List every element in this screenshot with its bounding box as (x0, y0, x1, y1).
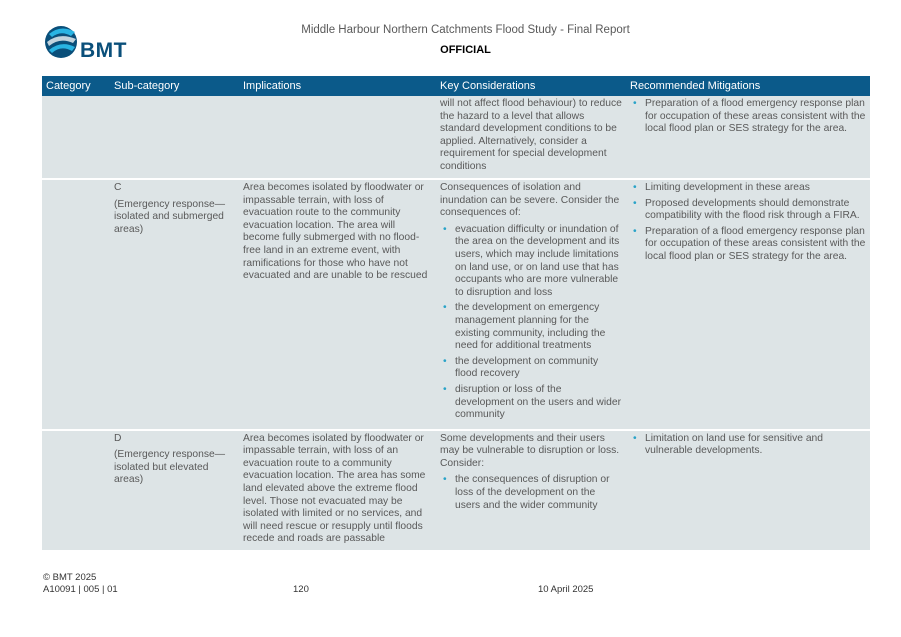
implications-cell: Area becomes isolated by floodwater or impassable terrain, with loss of an evacuation route to a community evacuation location. The area has some land elevated above the extreme flood level. Those not evacuated may be isolated with limited or no services, and will need rescue or resupply until floods recede and roads are passable (243, 432, 426, 545)
key-considerations-intro: Consequences of isolation and inundation can be severe. Consider the consequences of: (440, 182, 620, 219)
classification-label: OFFICIAL (440, 44, 491, 56)
mitigation-table (42, 76, 870, 550)
mitigation-item: • Limitation on land use for sensitive and vulnerable developments. (645, 433, 866, 458)
mitigations-cell (626, 431, 870, 550)
subcategory-code: C (114, 182, 122, 193)
logo-text: BMT (80, 39, 127, 62)
copyright-text: © BMT 2025 (43, 572, 97, 583)
mitigations-cell (626, 180, 870, 429)
subcategory-cell (110, 96, 239, 178)
mitigation-item: • Proposed developments should demonstrate compatibility with the flood risk through a FIRA. (645, 198, 866, 223)
key-considerations-cell (436, 431, 626, 550)
category-cell (42, 431, 110, 550)
document-title: Middle Harbour Northern Catchments Flood Study - Final Report (301, 24, 630, 36)
column-header-implications: Implications (239, 76, 436, 96)
mitigation-item: • Limiting development in these areas (645, 182, 866, 195)
key-considerations-cell (436, 180, 626, 429)
table-row (42, 96, 870, 178)
mitigation-item: • Preparation of a flood emergency response plan for occupation of these areas consistent with the local flood plan or SES strategy for the area. (645, 226, 866, 264)
table-row (42, 180, 870, 429)
consideration-item: • the development on community flood recovery (455, 356, 622, 381)
table-header-row (42, 76, 870, 96)
key-considerations-intro: Some developments and their users may be vulnerable to disruption or loss. Consider: (440, 432, 620, 469)
subcategory-label: (Emergency response— isolated and submerged areas) (114, 198, 226, 235)
mitigations-cell (626, 96, 870, 178)
column-header-recommended-mitigations: Recommended Mitigations (626, 76, 870, 96)
consideration-item: • disruption or loss of the development on the users and wider community (455, 384, 622, 422)
subcategory-code: D (114, 432, 122, 444)
consideration-item: • evacuation difficulty or inundation of the area on the development and its users, which may include limitations on land use, or on land use that has occupants who are more vulnerable to disruption and loss (455, 224, 622, 300)
consideration-item: • the consequences of disruption or loss of the development on the users and the wider community (455, 474, 622, 512)
column-header-key-considerations: Key Considerations (436, 76, 626, 96)
category-cell (42, 180, 110, 429)
implications-cell: Area becomes isolated by floodwater or impassable terrain, with loss of evacuation route to the community evacuation location. The area will become fully submerged with no flood-free land in an extreme event, with ramifications for those who have not evacuated and are unable to be rescued (243, 182, 428, 282)
implications-cell (239, 96, 436, 178)
column-header-category: Category (42, 76, 110, 96)
column-header-subcategory: Sub-category (110, 76, 239, 96)
subcategory-cell (110, 180, 239, 429)
subcategory-cell (110, 431, 239, 550)
category-cell (42, 96, 110, 178)
mitigation-item: • Preparation of a flood emergency response plan for occupation of these areas consistent with the local flood plan or SES strategy for the area. (645, 98, 866, 136)
table-row (42, 431, 870, 550)
footer-left (43, 572, 118, 596)
report-date: 10 April 2025 (538, 584, 594, 595)
consideration-item: • the development on emergency management planning for the existing community, including the need for additional treatments (455, 302, 622, 352)
page-number: 120 (293, 584, 309, 595)
key-considerations-text: will not affect flood behaviour) to reduce the hazard to a level that allows standard development conditions to be applied. Alternatively, consider a requirement for special development conditions (440, 98, 622, 172)
subcategory-label: (Emergency response— isolated but elevated areas) (114, 449, 226, 486)
key-considerations-cell (436, 96, 626, 178)
document-reference: A10091 | 005 | 01 (43, 584, 118, 595)
